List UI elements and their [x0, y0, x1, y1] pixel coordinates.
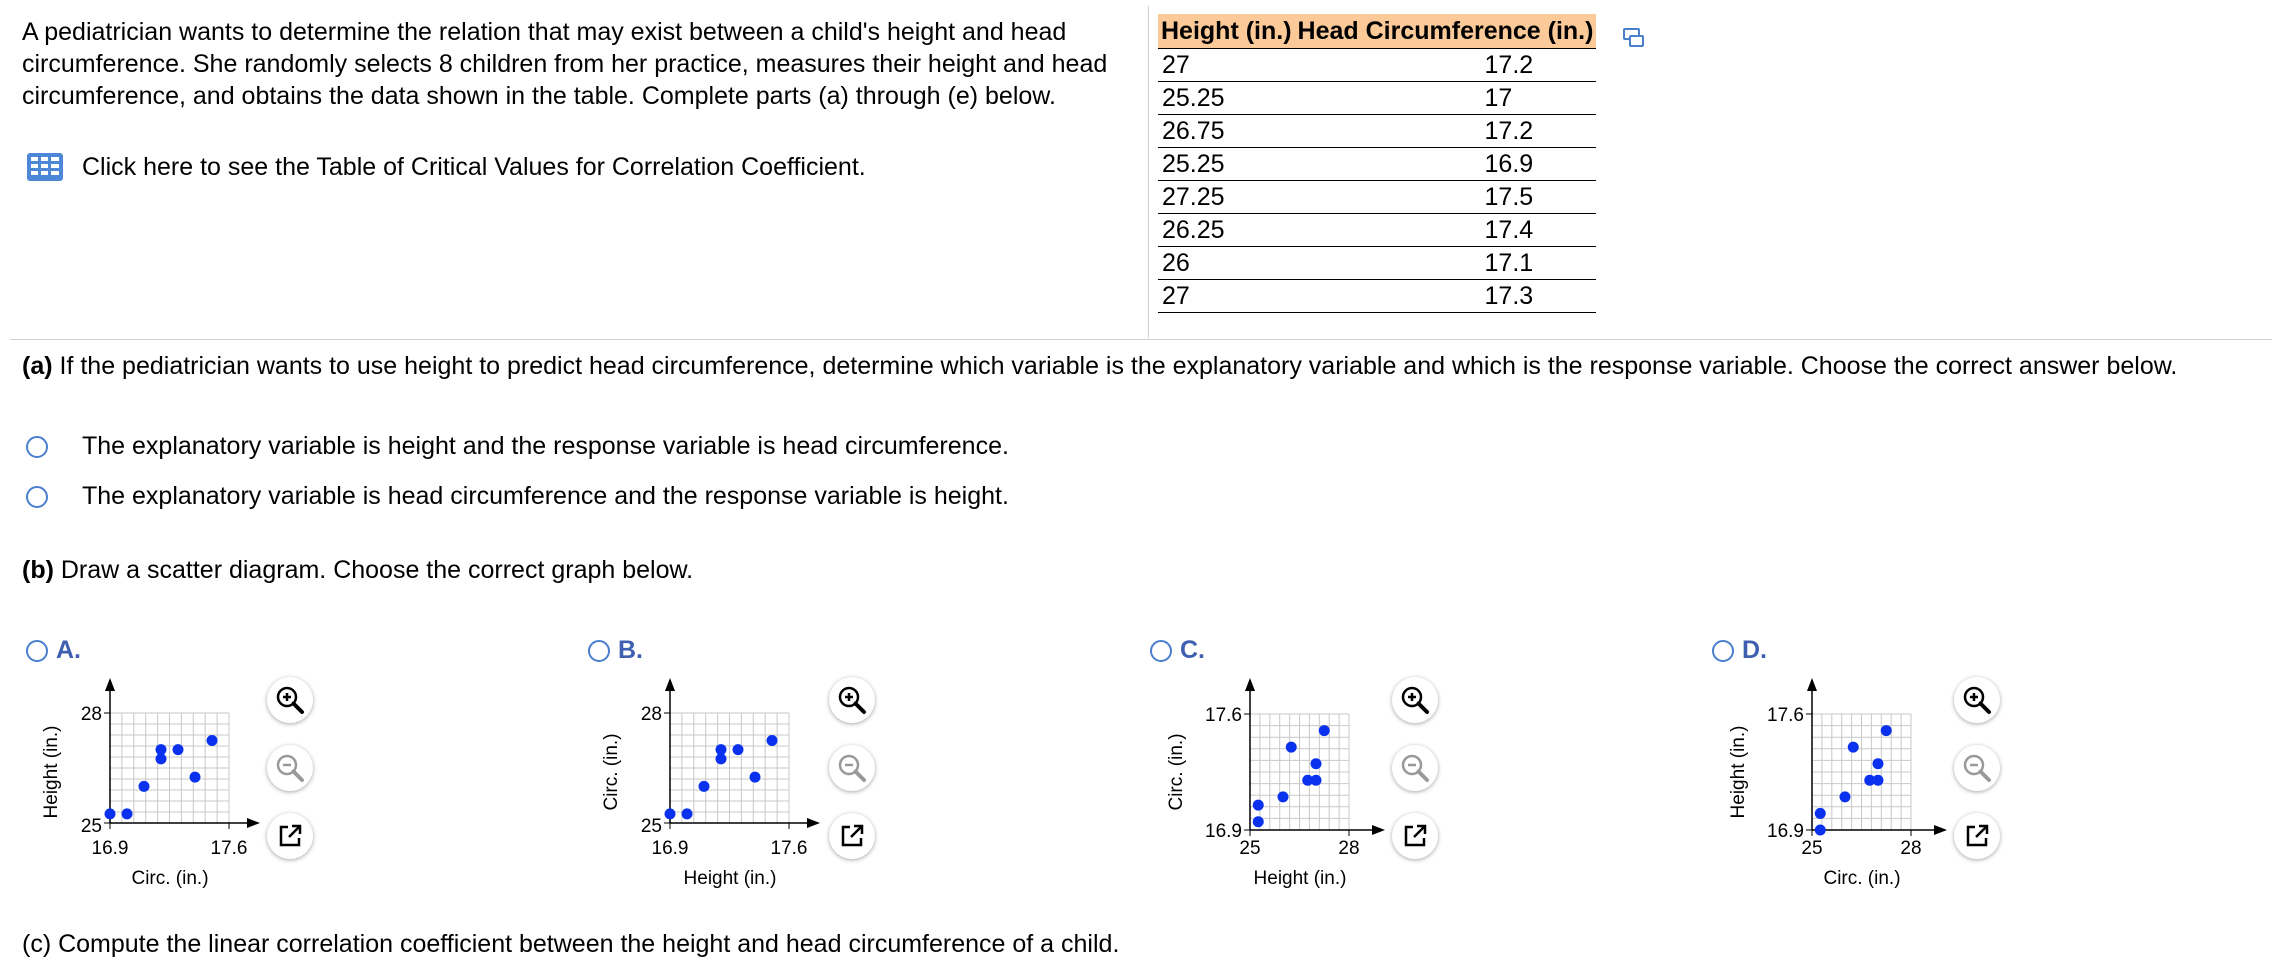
part-b-text: Draw a scatter diagram. Choose the correct graph below. — [60, 556, 694, 584]
popout-icon — [1402, 823, 1428, 849]
radio-button[interactable] — [1150, 640, 1172, 662]
zoom-in-icon — [1962, 685, 1992, 715]
part-c-question: (c) Compute the linear correlation coefficient between the height and head circumference of a child. — [22, 930, 1120, 958]
y-tick-bottom: 16.9 — [1205, 821, 1242, 842]
zoom-out-icon — [1400, 753, 1430, 783]
part-a-question — [22, 352, 2177, 381]
option-letter[interactable]: A. — [56, 636, 81, 664]
table-row — [1158, 148, 1596, 181]
circumference-cell: 17.5 — [1295, 181, 1597, 214]
height-cell: 27.25 — [1158, 181, 1295, 214]
x-axis-label: Height (in.) — [1253, 868, 1347, 889]
x-tick-right: 28 — [1338, 838, 1360, 859]
zoom-in-button[interactable] — [1392, 677, 1438, 723]
table-row — [1158, 214, 1596, 247]
x-tick-left: 16.9 — [651, 838, 689, 859]
data-point — [716, 744, 727, 755]
column-header-circumference: Head Circumference (in.) — [1295, 14, 1597, 49]
data-point — [173, 744, 184, 755]
popout-icon — [277, 823, 303, 849]
height-cell: 26 — [1158, 247, 1295, 280]
data-point — [682, 808, 693, 819]
option-text[interactable]: The explanatory variable is height and the response variable is head circumference. — [82, 432, 1009, 460]
zoom-out-icon — [837, 753, 867, 783]
data-point — [1873, 758, 1884, 769]
x-axis-label: Circ. (in.) — [1823, 868, 1901, 889]
height-cell: 26.25 — [1158, 214, 1295, 247]
vertical-divider — [1148, 6, 1149, 338]
circumference-cell: 17 — [1295, 82, 1597, 115]
zoom-in-button[interactable] — [1954, 677, 2000, 723]
height-cell: 25.25 — [1158, 82, 1295, 115]
data-point — [156, 744, 167, 755]
y-tick-top: 17.6 — [1205, 705, 1242, 726]
data-point — [122, 808, 133, 819]
zoom-out-button[interactable] — [1392, 745, 1438, 791]
data-point — [1253, 800, 1264, 811]
popout-button[interactable] — [829, 813, 875, 859]
zoom-out-button[interactable] — [1954, 745, 2000, 791]
x-tick-right: 28 — [1900, 838, 1922, 859]
radio-button[interactable] — [588, 640, 610, 662]
y-axis-label: Height (in.) — [41, 725, 62, 819]
x-tick-left: 25 — [1239, 838, 1261, 859]
circumference-cell: 16.9 — [1295, 148, 1597, 181]
zoom-in-button[interactable] — [829, 677, 875, 723]
radio-button[interactable] — [26, 486, 48, 508]
data-point — [1815, 825, 1826, 836]
graph-option-a[interactable] — [26, 636, 81, 665]
part-a-option-1[interactable] — [26, 432, 1009, 461]
data-point — [207, 735, 218, 746]
radio-button[interactable] — [26, 436, 48, 458]
critical-values-link[interactable] — [26, 152, 866, 182]
x-tick-right: 17.6 — [210, 838, 248, 859]
data-point — [1311, 758, 1322, 769]
scatter-plot-c — [1155, 678, 1385, 900]
data-point — [1253, 816, 1264, 827]
table-row — [1158, 247, 1596, 280]
y-axis-label: Circ. (in.) — [1166, 733, 1187, 811]
expand-icon[interactable] — [1622, 26, 1646, 50]
scatter-plot-b — [590, 678, 820, 900]
x-tick-left: 25 — [1801, 838, 1823, 859]
y-tick-bottom: 25 — [640, 816, 662, 837]
table-row — [1158, 82, 1596, 115]
circumference-cell: 17.4 — [1295, 214, 1597, 247]
zoom-out-icon — [1962, 753, 1992, 783]
popout-icon — [839, 823, 865, 849]
scatter-plot-d — [1717, 678, 1947, 900]
graph-option-d[interactable] — [1712, 636, 1767, 665]
part-b-question — [22, 556, 693, 585]
zoom-in-icon — [1400, 685, 1430, 715]
circumference-cell: 17.3 — [1295, 280, 1597, 313]
horizontal-divider — [10, 339, 2272, 340]
zoom-out-button[interactable] — [267, 745, 313, 791]
popout-button[interactable] — [1392, 813, 1438, 859]
data-point — [1319, 725, 1330, 736]
table-row — [1158, 280, 1596, 313]
option-letter[interactable]: C. — [1180, 636, 1205, 664]
data-point — [699, 781, 710, 792]
data-point — [1848, 742, 1859, 753]
problem-text: A pediatrician wants to determine the relation that may exist between a child's height and head circumference. She randomly selects 8 children from her practice, measures their height and head circumference, and obtains the data shown in the table. Complete parts (a) through (e) below. — [22, 18, 1108, 110]
option-text[interactable]: The explanatory variable is head circumference and the response variable is height. — [82, 482, 1009, 510]
part-a-option-2[interactable] — [26, 482, 1009, 511]
data-point — [105, 808, 116, 819]
data-point — [665, 808, 676, 819]
table-row — [1158, 115, 1596, 148]
y-tick-top: 28 — [80, 704, 102, 725]
circumference-cell: 17.1 — [1295, 247, 1597, 280]
data-point — [190, 772, 201, 783]
table-row — [1158, 49, 1596, 82]
zoom-out-icon — [275, 753, 305, 783]
data-table — [1158, 14, 1596, 313]
graph-option-b[interactable] — [588, 636, 643, 665]
column-header-height: Height (in.) — [1158, 14, 1295, 49]
part-a-label: (a) — [22, 352, 53, 380]
x-axis-label: Height (in.) — [683, 868, 777, 889]
data-point — [1278, 791, 1289, 802]
zoom-in-icon — [275, 685, 305, 715]
zoom-out-button[interactable] — [829, 745, 875, 791]
y-axis-label: Height (in.) — [1728, 725, 1749, 819]
table-row — [1158, 181, 1596, 214]
data-point — [733, 744, 744, 755]
y-tick-top: 28 — [640, 704, 662, 725]
option-letter[interactable]: D. — [1742, 636, 1767, 664]
part-b-label: (b) — [22, 556, 54, 584]
data-point — [1881, 725, 1892, 736]
popout-icon — [1964, 823, 1990, 849]
data-point — [139, 781, 150, 792]
part-a-text: If the pediatrician wants to use height to predict head circumference, determine which variable is the explanatory variable and which is the response variable. Choose the correct answer below. — [59, 352, 2178, 380]
critical-values-link-text[interactable]: Click here to see the Table of Critical Values for Correlation Coefficient. — [82, 152, 866, 181]
data-point — [767, 735, 778, 746]
y-tick-bottom: 25 — [80, 816, 102, 837]
popout-button[interactable] — [267, 813, 313, 859]
data-point — [1840, 791, 1851, 802]
grid-table-icon — [26, 152, 64, 182]
height-cell: 26.75 — [1158, 115, 1295, 148]
zoom-in-button[interactable] — [267, 677, 313, 723]
x-tick-left: 16.9 — [91, 838, 129, 859]
scatter-plot-a — [30, 678, 260, 900]
zoom-in-icon — [837, 685, 867, 715]
data-point — [1311, 775, 1322, 786]
circumference-cell: 17.2 — [1295, 49, 1597, 82]
circumference-cell: 17.2 — [1295, 115, 1597, 148]
height-cell: 25.25 — [1158, 148, 1295, 181]
y-tick-bottom: 16.9 — [1767, 821, 1804, 842]
option-letter[interactable]: B. — [618, 636, 643, 664]
data-point — [1286, 742, 1297, 753]
radio-button[interactable] — [26, 640, 48, 662]
data-point — [1873, 775, 1884, 786]
data-point — [1815, 808, 1826, 819]
popout-button[interactable] — [1954, 813, 2000, 859]
graph-option-c[interactable] — [1150, 636, 1205, 665]
height-cell: 27 — [1158, 49, 1295, 82]
x-axis-label: Circ. (in.) — [131, 868, 209, 889]
y-axis-label: Circ. (in.) — [601, 733, 622, 811]
radio-button[interactable] — [1712, 640, 1734, 662]
height-cell: 27 — [1158, 280, 1295, 313]
data-point — [750, 772, 761, 783]
y-tick-top: 17.6 — [1767, 705, 1804, 726]
x-tick-right: 17.6 — [770, 838, 808, 859]
